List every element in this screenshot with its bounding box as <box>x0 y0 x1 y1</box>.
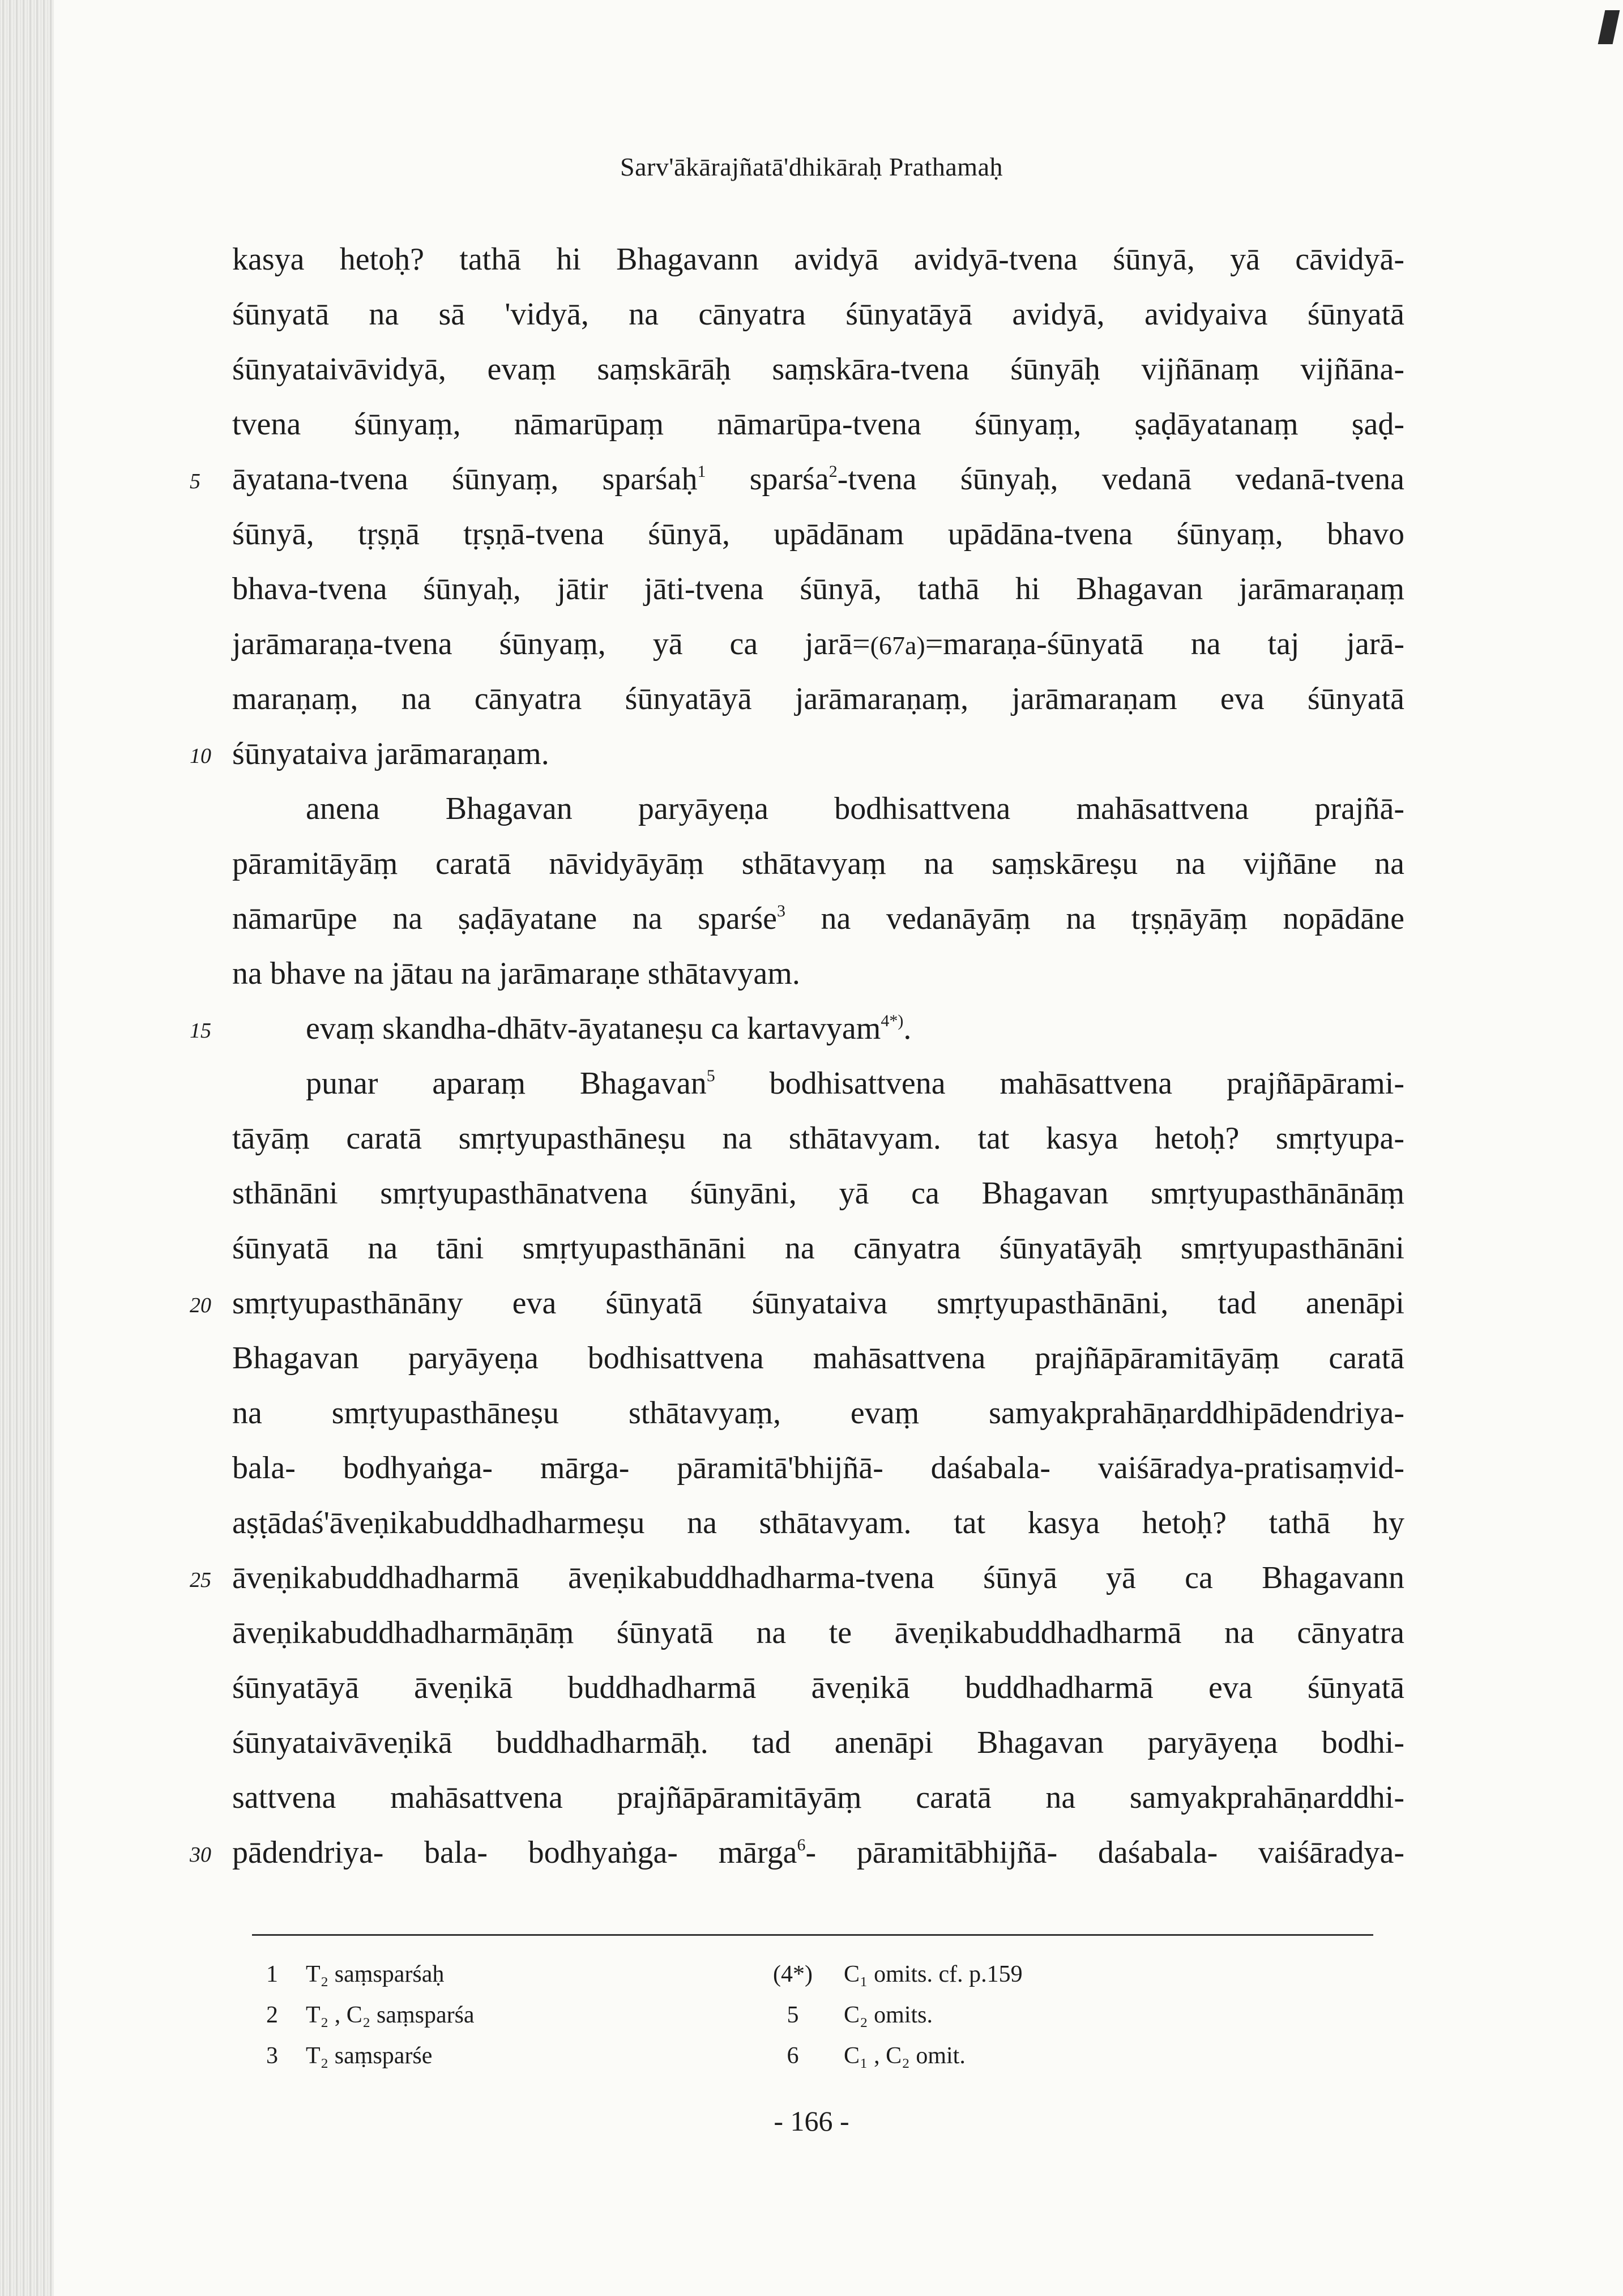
text-line: bala- bodhyaṅga- mārga- pāramitā'bhijñā- daśabala- vaiśāradya-pratisaṃvid- <box>232 1450 1404 1486</box>
text-line: śūnyatāyā āveṇikā buddhadharmā āveṇikā buddhadharmā eva śūnyatā <box>232 1670 1404 1705</box>
text-body <box>190 232 1405 1880</box>
text-line: sthānāni smṛtyupasthānatvena śūnyāni, yā ca Bhagavan smṛtyupasthānānāṃ <box>232 1176 1404 1211</box>
footnote-ref: 1 <box>697 462 706 481</box>
text-line: 25 āveṇikabuddhadharmā āveṇikabuddhadharma-tvena śūnyā yā ca Bhagavann <box>232 1551 1404 1606</box>
footnote-text: C₁ omits. cf. p.159 <box>844 1961 1023 1987</box>
text-line: punar aparaṃ Bhagavan$^5$ bodhisattvena mahāsattvena prajñāpārami- <box>306 1066 1405 1101</box>
text-line: śūnyatā na tāni smṛtyupasthānāni na cānyatra śūnyatāyāḥ smṛtyupasthānāni <box>232 1231 1404 1266</box>
folio-mark: (67a) <box>870 631 925 660</box>
footnote-ref: 3 <box>777 902 786 920</box>
running-head: Sarv'ākārajñatā'dhikāraḥ Prathamaḥ <box>620 152 1003 181</box>
footnote-text: C₁ , C₂ omit. <box>844 2043 966 2069</box>
footnote-number: 2 <box>266 2002 278 2028</box>
text-line: 20 smṛtyupasthānāny eva śūnyatā śūnyataiva smṛtyupasthānāni, tad anenāpi <box>232 1276 1404 1331</box>
text-line: śūnyataivāvidyā, evaṃ saṃskārāḥ saṃskāra-tvena śūnyāḥ vijñānaṃ vijñāna- <box>232 352 1404 387</box>
line-number: 20 <box>190 1294 211 1317</box>
footnote-number: 5 <box>787 2002 799 2028</box>
text-line: bhava-tvena śūnyaḥ, jātir jāti-tvena śūnyā, tathā hi Bhagavan jarāmaraṇaṃ <box>232 571 1404 607</box>
footnotes <box>266 1954 1172 2076</box>
footnote-text: T₂ , C₂ saṃsparśa <box>306 2002 475 2028</box>
text-line: pāramitāyāṃ caratā nāvidyāyāṃ sthātavyaṃ na saṃskāreṣu na vijñāne na <box>232 846 1404 881</box>
text-line: na smṛtyupasthāneṣu sthātavyaṃ, evaṃ samyakprahāṇarddhipādendriya- <box>232 1395 1404 1431</box>
scan-binding-edge <box>0 0 54 2296</box>
line-number: 30 <box>190 1843 211 1867</box>
footnote-ref: 2 <box>828 462 838 481</box>
footnote-number: 1 <box>266 1961 278 1987</box>
footnote-number: 6 <box>787 2043 799 2069</box>
text-line: aṣṭādaś'āveṇikabuddhadharmeṣu na sthātavyam. tat kasya hetoḥ? tathā hy <box>232 1505 1404 1540</box>
footnote-text: C₂ omits. <box>844 2002 933 2028</box>
footnote-number: 3 <box>266 2043 278 2069</box>
line-number: 5 <box>190 470 200 493</box>
line-number: 10 <box>190 744 211 768</box>
text-line: na bhave na jātau na jarāmaraṇe sthātavyam. <box>232 956 800 991</box>
text-line: sattvena mahāsattvena prajñāpāramitāyāṃ caratā na samyakprahāṇarddhi- <box>232 1780 1404 1815</box>
text-line: śūnyataivāveṇikā buddhadharmāḥ. tad anenāpi Bhagavan paryāyeṇa bodhi- <box>232 1725 1404 1760</box>
page-number: - 166 - <box>774 2105 849 2137</box>
text-line: 15 evaṃ skandha-dhātv-āyataneṣu ca kartavyam$^{4*)}$. <box>232 1001 1404 1056</box>
text-line: āveṇikabuddhadharmāṇāṃ śūnyatā na te āveṇikabuddhadharmā na cānyatra <box>232 1615 1404 1650</box>
text-line: tvena śūnyaṃ, nāmarūpaṃ nāmarūpa-tvena śūnyaṃ, ṣaḍāyatanaṃ ṣaḍ- <box>232 407 1404 442</box>
footnote-ref: 6 <box>797 1836 806 1854</box>
text-line: 30 pādendriya- bala- bodhyaṅga- mārga$^6$- pāramitābhijñā- daśabala- vaiśāradya- <box>232 1825 1404 1880</box>
line-number: 15 <box>190 1019 211 1043</box>
text-line: 5 āyatana-tvena śūnyaṃ, sparśaḥ$^1$ sparśa$^2$-tvena śūnyaḥ, vedanā vedanā-tvena <box>232 452 1404 507</box>
footnote-ref: 5 <box>706 1066 715 1085</box>
footnote-row <box>266 1954 1023 1995</box>
text-line: nāmarūpe na ṣaḍāyatane na sparśe$^3$ na vedanāyāṃ na tṛṣṇāyāṃ nopādāne <box>232 901 1405 936</box>
text-line: tāyāṃ caratā smṛtyupasthāneṣu na sthātavyam. tat kasya hetoḥ? smṛtyupa- <box>232 1121 1404 1156</box>
footnote-number: (4*) <box>773 1961 813 1987</box>
text-line: śūnyā, tṛṣṇā tṛṣṇā-tvena śūnyā, upādānam upādāna-tvena śūnyaṃ, bhavo <box>232 517 1404 552</box>
footnote-ref: 4*) <box>881 1012 904 1030</box>
footnote-rule <box>252 1934 1373 1936</box>
text-line: 10 śūnyataiva jarāmaraṇam. <box>232 727 1404 782</box>
scan-corner-mark <box>1598 10 1620 44</box>
text-line: maraṇaṃ, na cānyatra śūnyatāyā jarāmaraṇaṃ, jarāmaraṇam eva śūnyatā <box>232 681 1404 716</box>
text-line: kasya hetoḥ? tathā hi Bhagavann avidyā avidyā-tvena śūnyā, yā cāvidyā- <box>232 242 1404 277</box>
footnote-row <box>266 1995 1023 2035</box>
text-line: jarāmaraṇa-tvena śūnyaṃ, yā ca jarā=(67a)=maraṇa-śūnyatā na taj jarā- <box>232 626 1404 662</box>
line-number: 25 <box>190 1568 211 1592</box>
footnote-text: T₂ saṃsparśe <box>306 2043 433 2069</box>
footnote-text: T₂ saṃsparśaḥ <box>306 1961 445 1987</box>
footnote-row <box>266 2035 1023 2076</box>
text-line: anena Bhagavan paryāyeṇa bodhisattvena mahāsattvena prajñā- <box>306 791 1404 826</box>
text-line: Bhagavan paryāyeṇa bodhisattvena mahāsattvena prajñāpāramitāyāṃ caratā <box>232 1341 1404 1376</box>
text-line: śūnyatā na sā 'vidyā, na cānyatra śūnyatāyā avidyā, avidyaiva śūnyatā <box>232 297 1404 332</box>
